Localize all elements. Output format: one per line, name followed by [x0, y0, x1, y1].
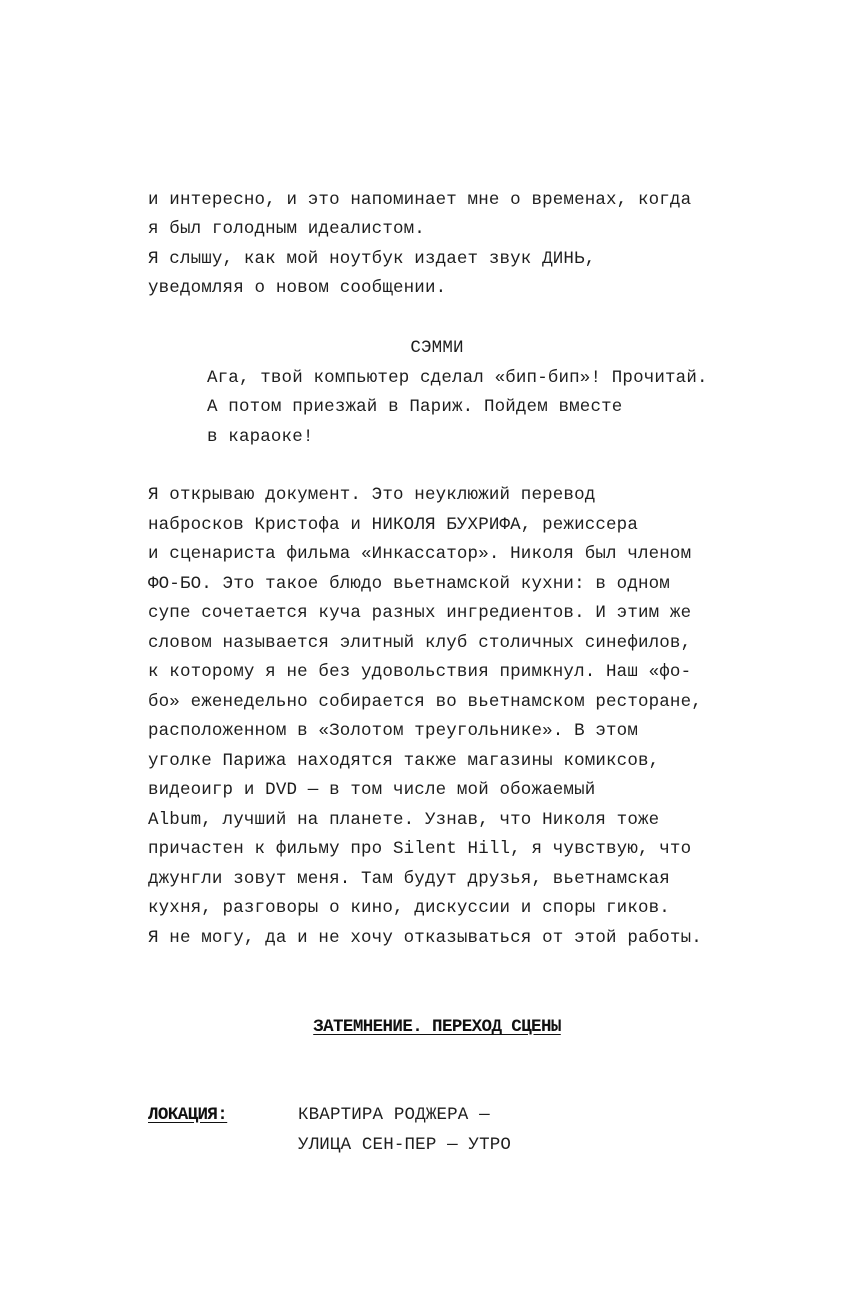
action-line: ФО-БО. Это такое блюдо вьетнамской кухни: в одном [148, 574, 670, 594]
action-line: Я открываю документ. Это неуклюжий перевод [148, 485, 596, 505]
action-line: расположенном в «Золотом треугольнике». В этом [148, 721, 638, 741]
action-line: причастен к фильму про Silent Hill, я чувствую, что [148, 839, 692, 859]
action-line: и интересно, и это напоминает мне о временах, когда [148, 190, 692, 210]
action-line: словом называется элитный клуб столичных синефилов, [148, 633, 692, 653]
action-line: уведомляя о новом сообщении. [148, 278, 447, 298]
dialogue-line: Ага, твой компьютер сделал «бип-бип»! Прочитай. [207, 368, 708, 388]
dialogue-line: А потом приезжай в Париж. Пойдем вместе [207, 397, 623, 417]
location-line: УЛИЦА СЕН-ПЕР — УТРО [298, 1135, 512, 1155]
action-line: джунгли зовут меня. Там будут друзья, вьетнамская [148, 869, 670, 889]
action-line: видеоигр и DVD — в том числе мой обожаемый [148, 780, 596, 800]
scene-transition: ЗАТЕМНЕНИЕ. ПЕРЕХОД СЦЕНЫ [313, 1017, 561, 1037]
location-label: ЛОКАЦИЯ: [148, 1105, 228, 1125]
action-line: Я слышу, как мой ноутбук издает звук ДИНЬ, [148, 249, 596, 269]
dialogue-line: в караоке! [207, 427, 314, 447]
action-line: набросков Кристофа и НИКОЛЯ БУХРИФА, режиссера [148, 515, 638, 535]
action-line: и сценариста фильма «Инкассатор». Николя был членом [148, 544, 692, 564]
action-line: уголке Парижа находятся также магазины комиксов, [148, 751, 660, 771]
action-line: к которому я не без удовольствия примкнул. Наш «фо- [148, 662, 692, 682]
location-line: КВАРТИРА РОДЖЕРА — [298, 1105, 490, 1125]
action-line: Я не могу, да и не хочу отказываться от этой работы. [148, 928, 702, 948]
character-name: СЭММИ [410, 338, 464, 358]
action-line: Album, лучший на планете. Узнав, что Николя тоже [148, 810, 660, 830]
action-line: супе сочетается куча разных ингредиентов. И этим же [148, 603, 692, 623]
action-line: я был голодным идеалистом. [148, 219, 425, 239]
action-line: бо» еженедельно собирается во вьетнамском ресторане, [148, 692, 702, 712]
action-line: кухня, разговоры о кино, дискуссии и споры гиков. [148, 898, 670, 918]
